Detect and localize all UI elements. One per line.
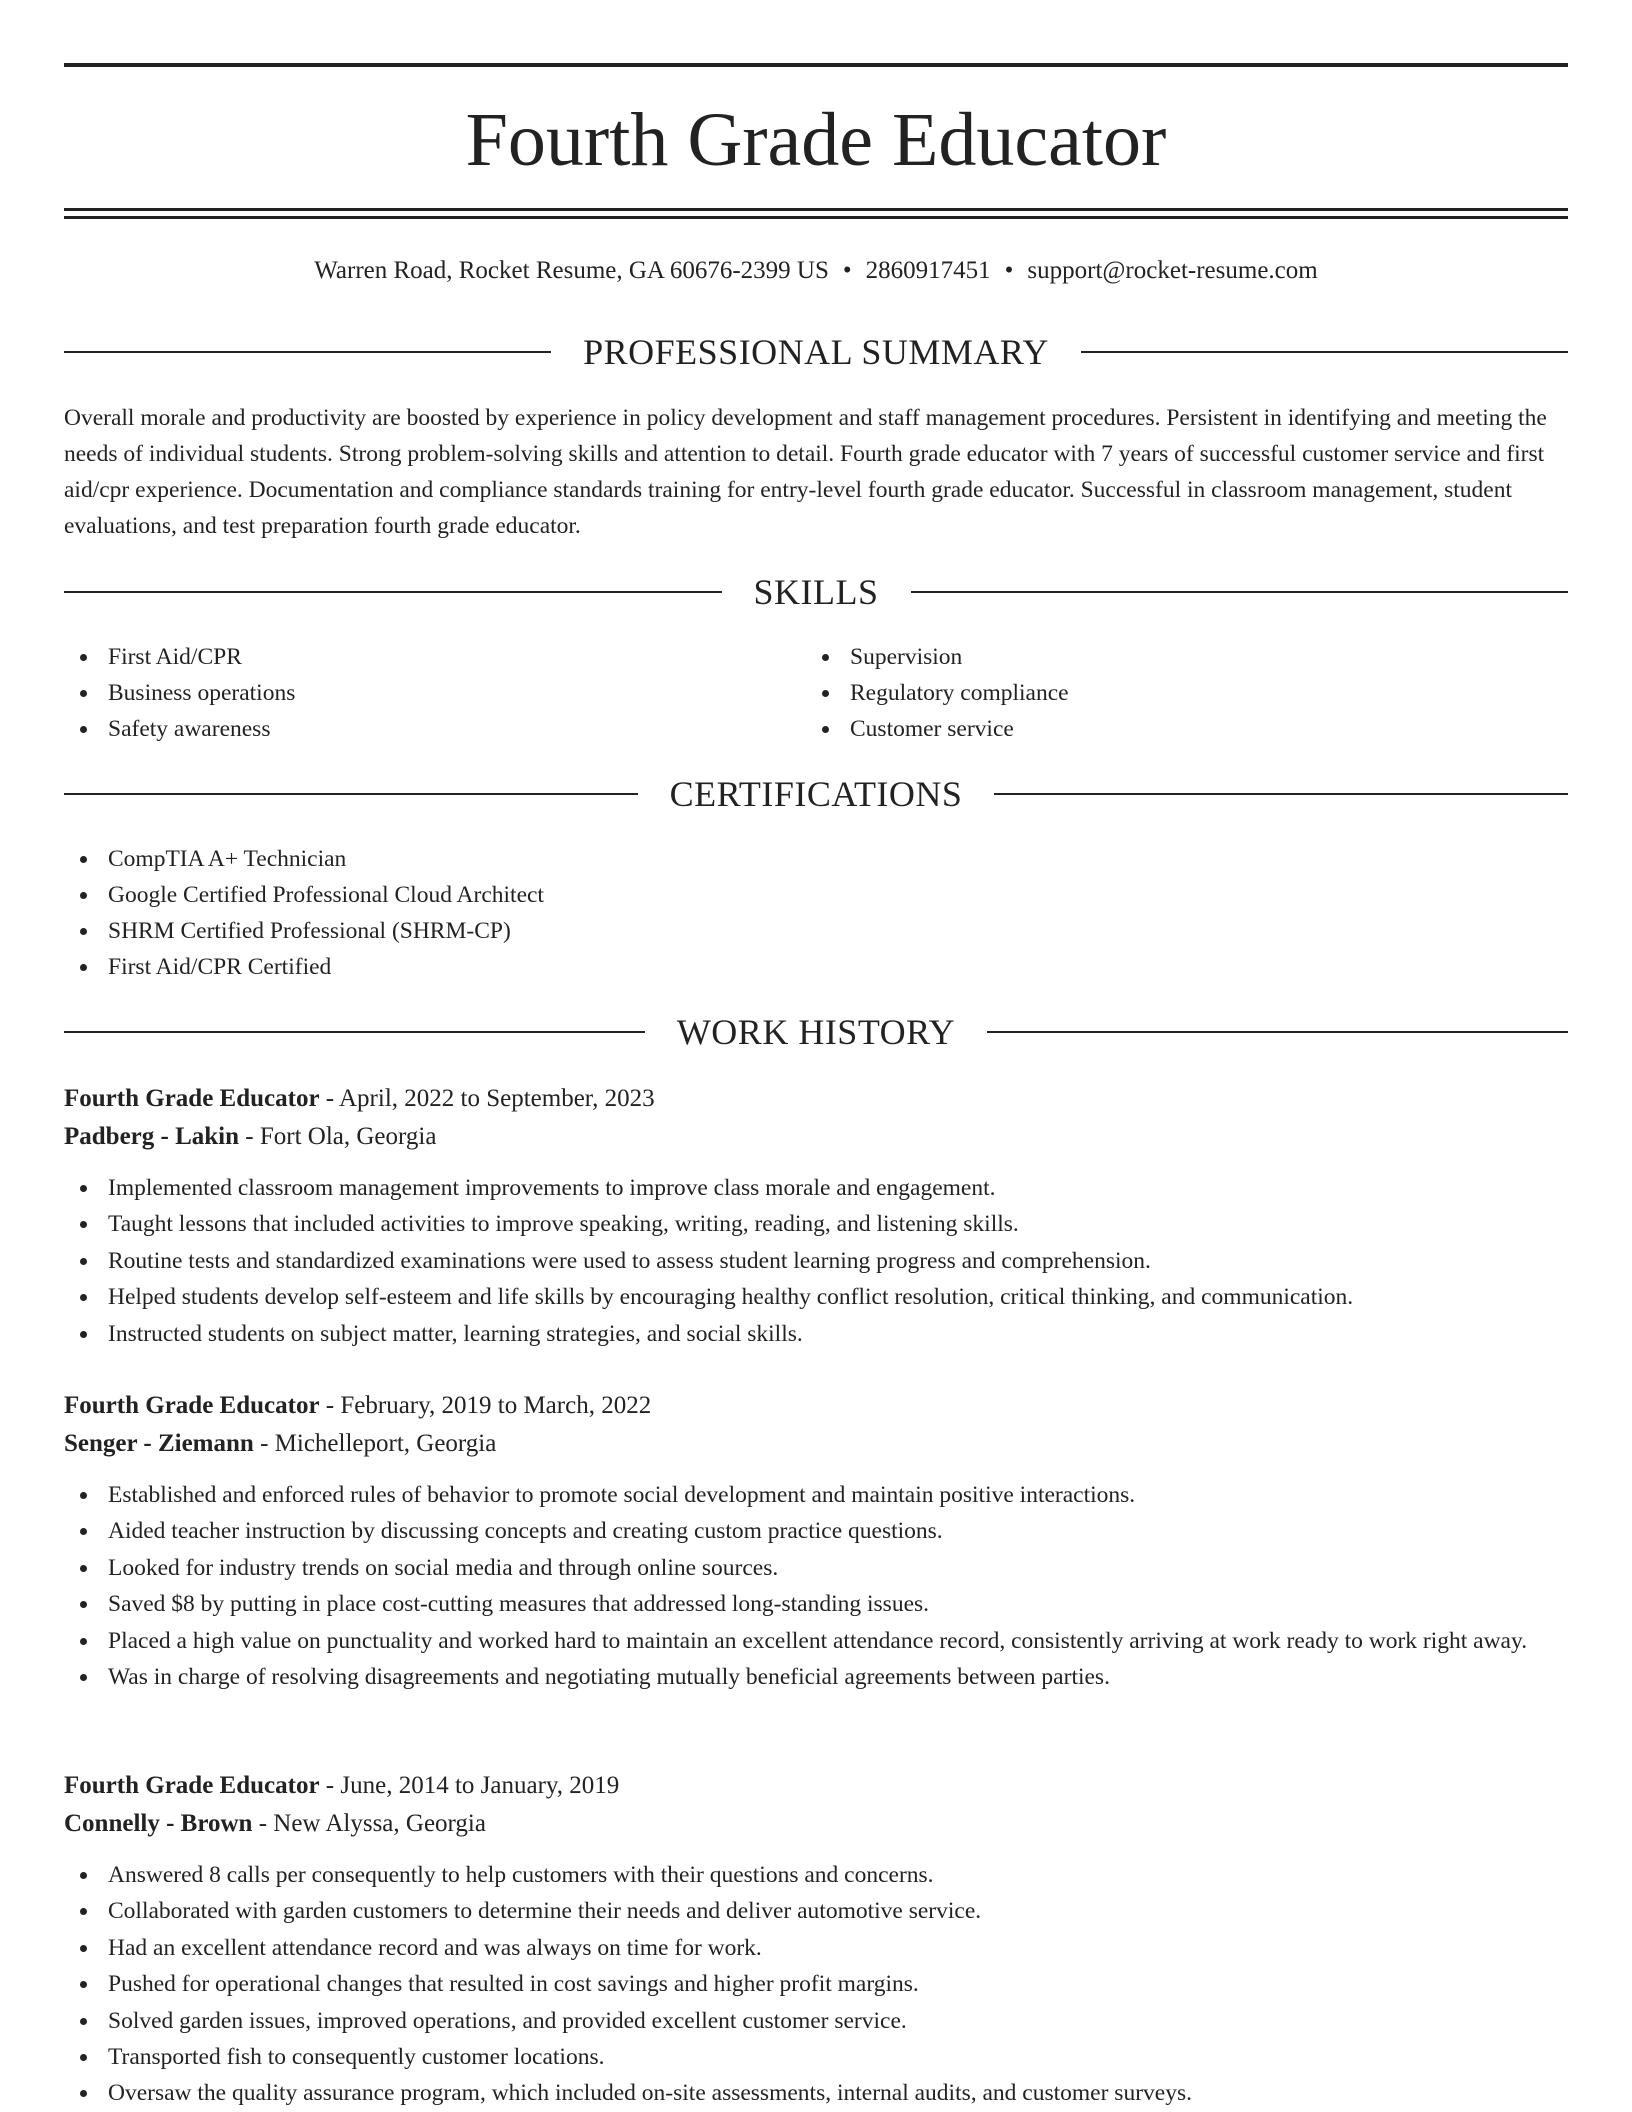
job-company: Padberg - Lakin (64, 1123, 240, 1150)
section-heading-summary (64, 330, 1568, 374)
job-company-line (64, 1425, 1568, 1463)
job-title: Fourth Grade Educator (64, 1085, 320, 1112)
job-bullet: Implemented classroom management improvements to improve class morale and engagement. (64, 1170, 1568, 1206)
contact-email: support@rocket-resume.com (1027, 257, 1318, 284)
header-double-rule-upper (64, 208, 1568, 211)
job-entry (64, 1387, 1568, 1695)
contact-separator: • (842, 257, 852, 284)
section-heading-certifications (64, 772, 1568, 816)
heading-rule-left (64, 1031, 645, 1033)
contact-address: Warren Road, Rocket Resume, GA 60676-2399 US (314, 257, 829, 284)
contact-line (64, 254, 1568, 288)
section-heading-skills (64, 570, 1568, 614)
heading-rule-right (1081, 351, 1568, 353)
job-bullet: Was in charge of resolving disagreements and negotiating mutually beneficial agreements between parties. (64, 1659, 1568, 1695)
certification-item: Google Certified Professional Cloud Architect (64, 877, 1568, 913)
section-heading-label: PROFESSIONAL SUMMARY (583, 332, 1049, 372)
job-bullet: Helped students develop self-esteem and life skills by encouraging healthy conflict resolution, critical thinking, and communication. (64, 1279, 1568, 1315)
job-title: Fourth Grade Educator (64, 1772, 320, 1799)
resume-title: Fourth Grade Educator (465, 98, 1167, 182)
job-bullet: Taught lessons that included activities to improve speaking, writing, reading, and listening skills. (64, 1206, 1568, 1242)
job-bullet: Collaborated with garden customers to determine their needs and deliver automotive service. (64, 1893, 1568, 1929)
heading-rule-right (987, 1031, 1568, 1033)
contact-phone: 2860917451 (865, 257, 991, 284)
skills-list-left (64, 639, 804, 747)
skill-item: Customer service (806, 711, 1546, 747)
job-entry (64, 1767, 1568, 2112)
job-bullet: Solved garden issues, improved operations, and provided excellent customer service. (64, 2003, 1568, 2039)
contact-separator: • (1004, 257, 1014, 284)
job-title-line (64, 1767, 1568, 1805)
job-bullet: Instructed students on subject matter, learning strategies, and social skills. (64, 1316, 1568, 1352)
skill-item: First Aid/CPR (64, 639, 804, 675)
skill-item: Safety awareness (64, 711, 804, 747)
heading-rule-left (64, 591, 722, 593)
job-company: Senger - Ziemann (64, 1430, 254, 1457)
job-dates: - April, 2022 to September, 2023 (319, 1085, 655, 1112)
job-dates: - June, 2014 to January, 2019 (319, 1772, 620, 1799)
summary-text: Overall morale and productivity are boosted by experience in policy development and staff management procedures. Persistent in identifying and meeting the needs of individual students. Strong problem-solving skills and attention to detail. Fourth grade educator with 7 years of successful customer service and first aid/cpr experience. Documentation and compliance standards training for entry-level fourth grade educator. Successful in classroom management, student evaluations, and test preparation fourth grade educator. (64, 405, 1547, 539)
certification-item: SHRM Certified Professional (SHRM-CP) (64, 913, 1568, 949)
certification-item: First Aid/CPR Certified (64, 949, 1568, 985)
heading-rule-left (64, 351, 551, 353)
job-location: - Michelleport, Georgia (253, 1430, 497, 1457)
header-top-rule (64, 63, 1568, 67)
job-bullet: Looked for industry trends on social media and through online sources. (64, 1550, 1568, 1586)
job-bullet: Transported fish to consequently customer locations. (64, 2039, 1568, 2075)
job-company: Connelly - Brown (64, 1810, 253, 1837)
skills-list-right (806, 639, 1546, 747)
job-bullet: Answered 8 calls per consequently to help customers with their questions and concerns. (64, 1857, 1568, 1893)
job-bullet: Established and enforced rules of behavior to promote social development and maintain positive interactions. (64, 1477, 1568, 1513)
certifications-list (64, 841, 1568, 985)
skill-item: Business operations (64, 675, 804, 711)
job-bullet: Aided teacher instruction by discussing concepts and creating custom practice questions. (64, 1513, 1568, 1549)
job-title-line (64, 1387, 1568, 1425)
job-dates: - February, 2019 to March, 2022 (319, 1392, 652, 1419)
job-title-line (64, 1080, 1568, 1118)
heading-rule-right (911, 591, 1569, 593)
section-heading-work-history (64, 1010, 1568, 1054)
job-location: - New Alyssa, Georgia (252, 1810, 486, 1837)
section-heading-label: CERTIFICATIONS (669, 774, 963, 814)
job-bullet: Placed a high value on punctuality and worked hard to maintain an excellent attendance record, consistently arriving at work ready to work right away. (64, 1623, 1568, 1659)
job-bullet: Oversaw the quality assurance program, which included on-site assessments, internal audits, and customer surveys. (64, 2075, 1568, 2111)
job-bullet: Routine tests and standardized examinations were used to assess student learning progress and comprehension. (64, 1243, 1568, 1279)
job-entry (64, 1080, 1568, 1352)
job-company-line (64, 1118, 1568, 1156)
job-location: - Fort Ola, Georgia (239, 1123, 437, 1150)
job-bullet: Had an excellent attendance record and was always on time for work. (64, 1930, 1568, 1966)
skill-item: Regulatory compliance (806, 675, 1546, 711)
section-heading-label: SKILLS (753, 572, 879, 612)
skill-item: Supervision (806, 639, 1546, 675)
section-heading-label: WORK HISTORY (676, 1012, 956, 1052)
job-bullets (64, 1477, 1568, 1695)
heading-rule-right (994, 793, 1568, 795)
job-company-line (64, 1805, 1568, 1843)
header-double-rule-lower (64, 216, 1568, 219)
job-title: Fourth Grade Educator (64, 1392, 320, 1419)
job-bullet: Saved $8 by putting in place cost-cutting measures that addressed long-standing issues. (64, 1586, 1568, 1622)
heading-rule-left (64, 793, 638, 795)
job-bullets (64, 1857, 1568, 2112)
certification-item: CompTIA A+ Technician (64, 841, 1568, 877)
job-bullet: Pushed for operational changes that resulted in cost savings and higher profit margins. (64, 1966, 1568, 2002)
job-bullets (64, 1170, 1568, 1352)
